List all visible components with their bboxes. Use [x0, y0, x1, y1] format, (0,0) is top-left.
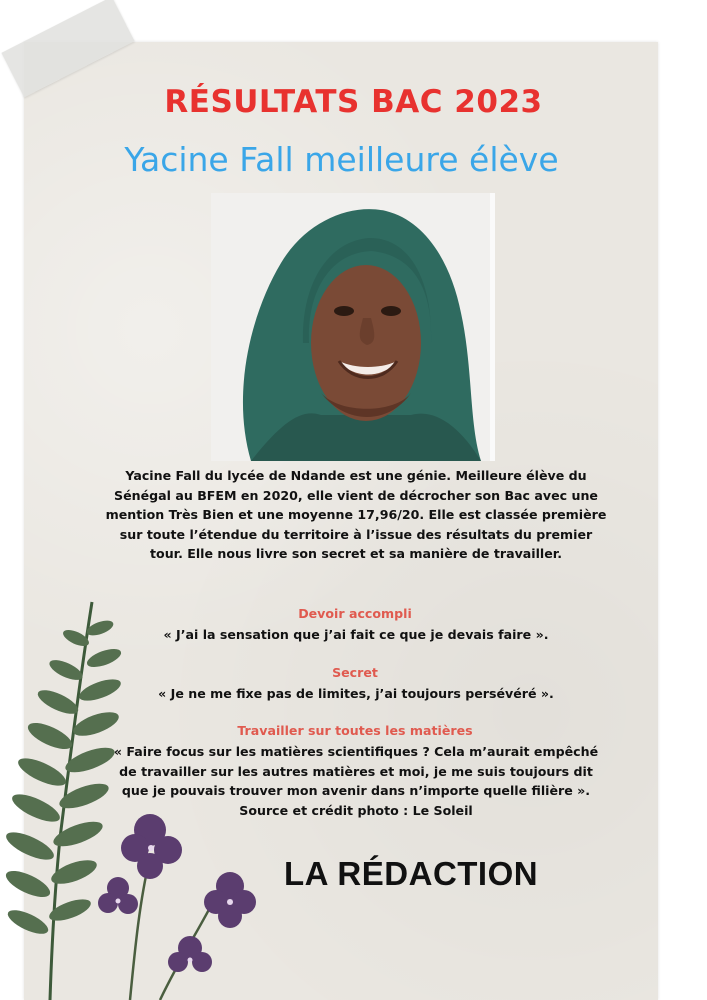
intro-paragraph — [96, 466, 616, 564]
section-title-travailler: Travailler sur toutes les matières — [237, 723, 473, 738]
quote-line: « Je ne me fixe pas de limites, j’ai toujours persévéré ». — [158, 686, 554, 701]
section-title-secret: Secret — [332, 665, 378, 680]
portrait-illustration — [211, 193, 491, 461]
quote-line: « J’ai la sensation que j’ai fait ce que je devais faire ». — [163, 627, 549, 642]
intro-line: tour. Elle nous livre son secret et sa manière de travailler. — [150, 546, 562, 561]
section-title-devoir: Devoir accompli — [298, 606, 412, 621]
intro-line: Yacine Fall du lycée de Ndande est une génie. Meilleure élève du — [125, 468, 587, 483]
photo-credit: Source et crédit photo : Le Soleil — [239, 802, 473, 818]
intro-line: sur toute l’étendue du territoire à l’issue des résultats du premier — [119, 526, 593, 542]
page-subtitle: Yacine Fall meilleure élève — [124, 140, 559, 179]
quote-line: que je pouvais trouver mon avenir dans n’importe quelle filière ». — [121, 783, 591, 798]
photo-edge — [490, 193, 495, 461]
fern-flowers-decoration — [0, 598, 290, 1000]
student-photo — [211, 193, 491, 461]
intro-line: mention Très Bien et une moyenne 17,96/20. Elle est classée première — [105, 507, 607, 522]
intro-line: Sénégal au BFEM en 2020, elle vient de décrocher son Bac avec une — [114, 487, 598, 503]
page-title: RÉSULTATS BAC 2023 — [164, 84, 543, 120]
quote-line: de travailler sur les autres matières et moi, je me suis toujours dit — [119, 763, 593, 779]
signature: LA RÉDACTION — [284, 855, 539, 892]
quote-line: « Faire focus sur les matières scientifiques ? Cela m’aurait empêché — [113, 744, 599, 759]
